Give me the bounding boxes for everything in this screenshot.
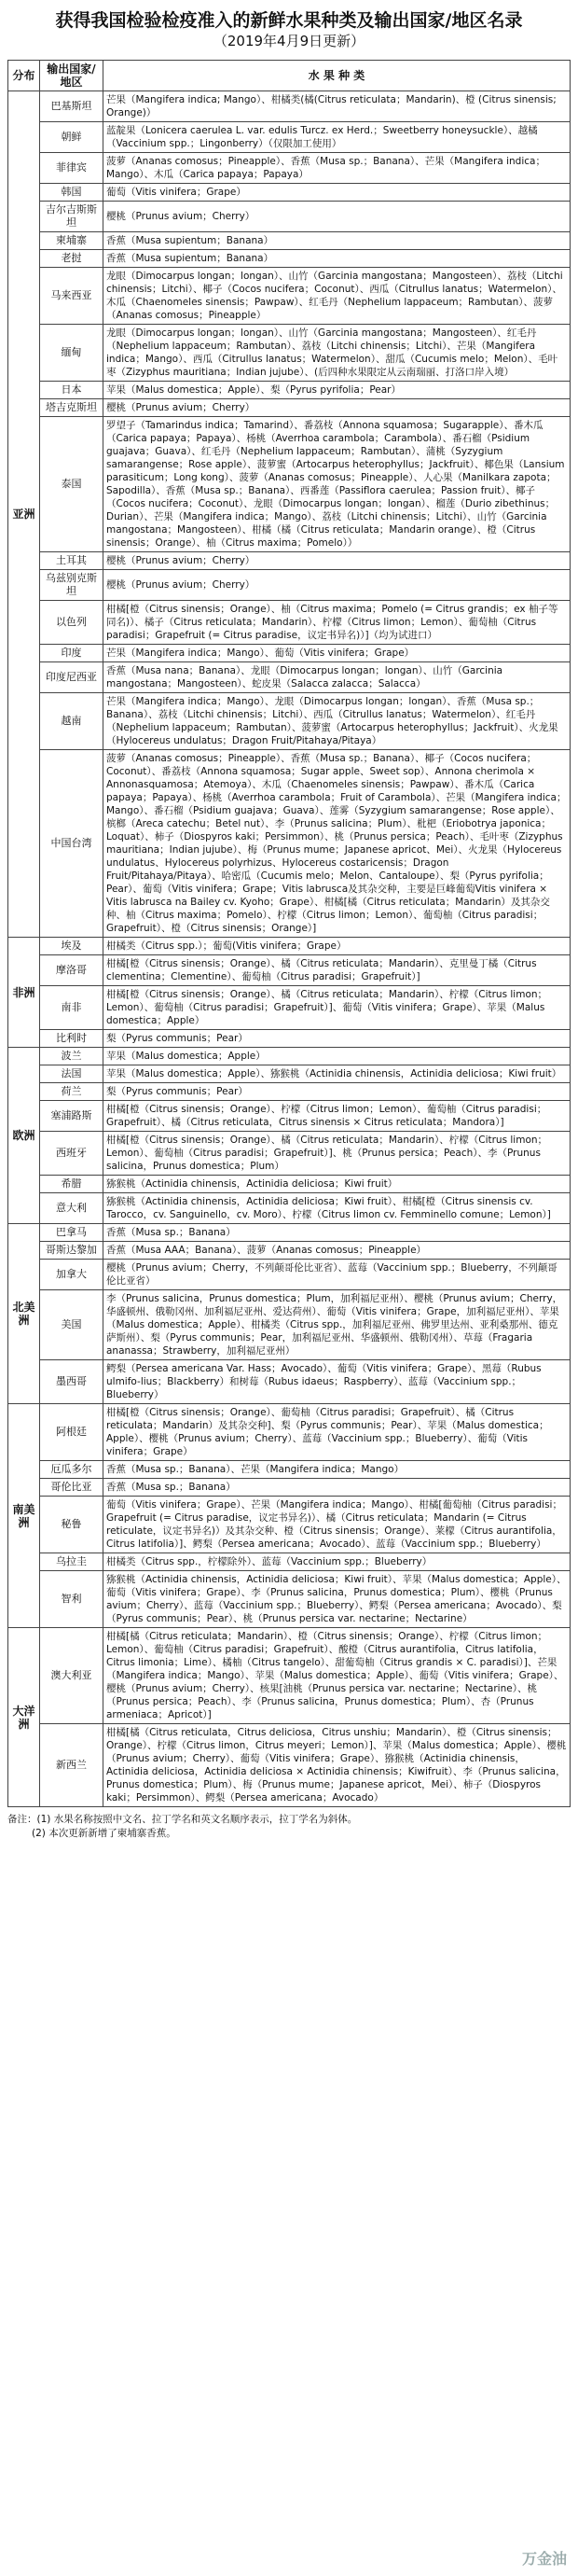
fruits-cell: 猕猴桃（Actinidia chinensis，Actinidia deliciosa；Kiwi fruit）: [103, 1176, 571, 1193]
table-row: [8, 601, 571, 645]
table-row: [8, 202, 571, 232]
country-cell: 比利时: [40, 1030, 103, 1048]
table-row: [8, 1242, 571, 1260]
country-cell: 越南: [40, 693, 103, 750]
country-cell: 加拿大: [40, 1260, 103, 1290]
fruits-cell: 柑橘[橙（Citrus sinensis；Orange）、柚（Citrus maxima；Pomelo (= Citrus grandis；ex 柚子等同名)）、橘子（Citrus reticulata；Mandarin）、柠檬（Citrus limon；Lemon）、葡萄柚（Citrus paradisi；Grapefruit (= Citrus paradise，议定书异名)）]（均为试进口）: [103, 601, 571, 645]
table-row: [8, 645, 571, 662]
fruits-cell: 龙眼（Dimocarpus longan；longan）、山竹（Garcinia mangostana；Mangosteen）、荔枝（Litchi chinensis；Litchi）、椰子（Cocos nucifera；Coconut）、西瓜（Citrullus lanatus；Watermelon）、木瓜（Chaenomeles sinensis；Pawpaw）、红毛丹（Nephelium lappaceum；Rambutan）、菠萝（Ananas comosus；Pineapple）: [103, 268, 571, 325]
fruits-cell: 梨（Pyrus communis；Pear）: [103, 1083, 571, 1101]
fruits-cell: 苹果（Malus domestica；Apple）、猕猴桃（Actinidia chinensis，Actinidia deliciosa；Kiwi fruit）: [103, 1065, 571, 1083]
table-row: [8, 91, 571, 122]
fruits-cell: 樱桃（Prunus avium；Cherry）: [103, 399, 571, 417]
fruits-cell: 苹果（Malus domestica；Apple）: [103, 1048, 571, 1065]
table-row: [8, 693, 571, 750]
table-row: [8, 1290, 571, 1360]
table-row: [8, 382, 571, 399]
fruits-cell: 柑橘类（Citrus spp.，柠檬除外）、蓝莓（Vaccinium spp.；Blueberry）: [103, 1553, 571, 1571]
table-header-row: [8, 61, 571, 91]
table-row: [8, 399, 571, 417]
country-cell: 哥伦比亚: [40, 1479, 103, 1497]
table-row: [8, 1193, 571, 1224]
country-cell: 吉尔吉斯斯坦: [40, 202, 103, 232]
table-row: [8, 1030, 571, 1048]
fruits-cell: 香蕉（Musa supientum；Banana）: [103, 250, 571, 268]
country-cell: 厄瓜多尔: [40, 1461, 103, 1479]
table-row: [8, 1571, 571, 1628]
country-cell: 西班牙: [40, 1132, 103, 1176]
fruits-cell: 柑橘[橙（Citrus sinensis；Orange）、橘（Citrus reticulata；Mandarin）、克里曼丁橘（Citrus clementina；Clementine）、葡萄柚（Citrus paradisi；Grapefruit）]: [103, 955, 571, 986]
fruits-cell: 柑橘[橙（Citrus sinensis；Orange）、葡萄柚（Citrus paradisi；Grapefruit）、橘（Citrus reticulata；Mandarin）及其杂交种]、梨（Pyrus communis；Pear）、苹果（Malus domestica；Apple）、樱桃（Prunus avium；Cherry）、蓝莓（Vaccinium spp.；Blueberry）、葡萄（Vitis vinifera；Grape）: [103, 1404, 571, 1461]
country-cell: 中国台湾: [40, 750, 103, 938]
fruit-table: [7, 60, 571, 1807]
page-subtitle: （2019年4月9日更新）: [213, 33, 365, 49]
notes: [0, 1807, 578, 1841]
region-cell: 南美洲: [8, 1404, 40, 1628]
fruits-cell: 樱桃（Prunus avium；Cherry）: [103, 570, 571, 601]
table-row: [8, 1724, 571, 1807]
country-cell: 埃及: [40, 938, 103, 955]
region-cell: 北美洲: [8, 1224, 40, 1404]
page-title: 获得我国检验检疫准入的新鲜水果种类及输出国家/地区名录: [55, 10, 523, 31]
fruits-cell: 芒果（Mangifera indica；Mango）、葡萄（Vitis vinifera；Grape）: [103, 645, 571, 662]
country-cell: 荷兰: [40, 1083, 103, 1101]
country-cell: 朝鲜: [40, 122, 103, 153]
fruits-cell: 猕猴桃（Actinidia chinensis，Actinidia deliciosa；Kiwi fruit）、苹果（Malus domestica；Apple）、葡萄（Vitis vinifera；Grape）、李（Prunus salicina，Prunus domestica；Plum）、樱桃（Prunus avium；Cherry）、蓝莓（Vaccinium spp.；Blueberry）、鳄梨（Persea americana；Avocado）、梨（Pyrus communis；Pear）、桃（Prunus persica var. nectarine；Nectarine）: [103, 1571, 571, 1628]
table-row: [8, 1101, 571, 1132]
fruits-cell: 柑橘[橘（Citrus reticulata，Citrus deliciosa，Citrus unshiu；Mandarin）、橙（Citrus sinensis；Orange）、柠檬（Citrus limon，Citrus meyeri；Lemon）]、苹果（Malus domestica；Apple）、樱桃（Prunus avium；Cherry）、葡萄（Vitis vinifera；Grape）、猕猴桃（Actinidia chinensis，Actinidia deliciosa，Actinidia deliciosa × Actinidia chinensis；Kiwifruit）、李（Prunus salicina，Prunus domestica；Plum）、梅（Prunus mume；Japanese apricot，Mei）、柿子（Diospyros kaki；Persimmon）、鳄梨（Persea americana；Avocado）: [103, 1724, 571, 1807]
table-row: [8, 1461, 571, 1479]
country-cell: 澳大利亚: [40, 1628, 103, 1724]
fruits-cell: 柑橘[橙（Citrus sinensis；Orange）、柠檬（Citrus limon；Lemon）、葡萄柚（Citrus paradisi；Grapefruit）、橘（Citrus reticulata，Citrus sinensis × Citrus reticulata；Mandora）]: [103, 1101, 571, 1132]
watermark-logo: 万金油: [521, 2550, 567, 2568]
country-cell: 秘鲁: [40, 1497, 103, 1553]
table-row: [8, 1404, 571, 1461]
country-cell: 巴基斯坦: [40, 91, 103, 122]
note-line-1: 备注：(1) 水果名称按照中文名、拉丁学名和英文名顺序表示，拉丁学名为斜体。: [7, 1814, 358, 1825]
country-cell: 乌拉圭: [40, 1553, 103, 1571]
country-cell: 泰国: [40, 417, 103, 552]
fruits-cell: 葡萄（Vitis vinifera；Grape）、芒果（Mangifera indica；Mango）、柑橘[葡萄柚（Citrus paradisi；Grapefruit (= Citrus paradise，议定书异名)）、橘（Citrus reticulata；Mandarin (= Citrus reticulate，议定书异名)）及其杂交种、橙（Citrus sinensis；Orange）、莱檬（Citrus aurantifolia，Citrus latifolia）]、鳄梨（Persea americana；Avocado）、蓝莓（Vaccinium spp.；Blueberry）: [103, 1497, 571, 1553]
table-row: [8, 1176, 571, 1193]
fruits-cell: 香蕉（Musa sp.；Banana）: [103, 1479, 571, 1497]
fruits-cell: 樱桃（Prunus avium；Cherry）: [103, 552, 571, 570]
fruits-cell: 猕猴桃（Actinidia chinensis，Actinidia deliciosa；Kiwi fruit）、柑橘[橙（Citrus sinensis cv. Tarocco，cv. Sanguinello，cv. Moro）、柠檬（Citrus limon cv. Femminello comune；Lemon）]: [103, 1193, 571, 1224]
country-cell: 马来西亚: [40, 268, 103, 325]
country-cell: 土耳其: [40, 552, 103, 570]
country-cell: 印度: [40, 645, 103, 662]
region-cell: 欧洲: [8, 1048, 40, 1224]
country-cell: 韩国: [40, 184, 103, 202]
region-cell: 大洋洲: [8, 1628, 40, 1807]
country-cell: 新西兰: [40, 1724, 103, 1807]
table-row: [8, 955, 571, 986]
fruits-cell: 鳄梨（Persea americana Var. Hass；Avocado）、葡萄（Vitis vinifera；Grape）、黑莓（Rubus ulmifo-lius；Blackberry）和树莓（Rubus idaeus；Raspberry）、蓝莓（Vaccinium spp.；Blueberry）: [103, 1360, 571, 1404]
country-cell: 希腊: [40, 1176, 103, 1193]
header-fruits: 水 果 种 类: [103, 61, 571, 91]
fruits-cell: 李（Prunus salicina，Prunus domestica；Plum，加利福尼亚州）、樱桃（Prunus avium；Cherry，华盛顿州、俄勒冈州、加利福尼亚州、爱达荷州）、葡萄（Vitis vinifera；Grape，加利福尼亚州）、苹果（Malus domestica；Apple）、柑橘类（Citrus spp.，加利福尼亚州、佛罗里达州、亚利桑那州、德克萨斯州）、梨（Pyrus communis；Pear，加利福尼亚州、华盛顿州、俄勒冈州）、草莓（Fragaria ananassa；Strawberry，加利福尼亚州）: [103, 1290, 571, 1360]
table-row: [8, 552, 571, 570]
country-cell: 乌兹别克斯坦: [40, 570, 103, 601]
table-row: [8, 750, 571, 938]
fruits-cell: 香蕉（Musa sp.；Banana）: [103, 1224, 571, 1242]
fruits-cell: 葡萄（Vitis vinifera；Grape）: [103, 184, 571, 202]
region-cell: 亚洲: [8, 91, 40, 938]
fruits-cell: 罗望子（Tamarindus indica；Tamarind）、番荔枝（Annona squamosa；Sugarapple）、番木瓜（Carica papaya；Papaya）、杨桃（Averrhoa carambola；Carambola）、番石榴（Psidium guajava；Guava）、红毛丹（Nephelium lappaceum；Rambutan）、蒲桃（Syzygium samarangense；Rose apple）、菠萝蜜（Artocarpus heterophyllus；Jackfruit）、椰色果（Lansium parasiticum；Long kong）、菠萝（Ananas comosus；Pineapple）、人心果（Manilkara zapota；Sapodilla）、香蕉（Musa sp.；Banana）、西番莲（Passiflora caerulea；Passion fruit）、椰子（Cocos nucifera；Coconut）、龙眼（Dimocarpus longan；longan）、榴莲（Durio zibethinus；Durian）、芒果（Mangifera indica；Mango）、荔枝（Litchi chinensis；Litchi）、山竹（Garcinia mangostana；Mangosteen）、柑橘（橘（Citrus reticulata；Mandarin orange）、橙（Citrus sinensis；Orange）、柚（Citrus maxima；Pomelo））: [103, 417, 571, 552]
country-cell: 巴拿马: [40, 1224, 103, 1242]
country-cell: 塞浦路斯: [40, 1101, 103, 1132]
table-row: [8, 1260, 571, 1290]
table-row: [8, 1479, 571, 1497]
table-row: [8, 570, 571, 601]
table-row: [8, 268, 571, 325]
country-cell: 柬埔寨: [40, 232, 103, 250]
country-cell: 墨西哥: [40, 1360, 103, 1404]
table-row: [8, 938, 571, 955]
table-row: [8, 1628, 571, 1724]
header-country: 输出国家/地区: [40, 61, 103, 91]
table-row: [8, 184, 571, 202]
fruits-cell: 柑橘[橙（Citrus sinensis；Orange）、橘（Citrus reticulata；Mandarin）、柠檬（Citrus limon；Lemon）、葡萄柚（Citrus paradisi；Grapefruit）]、葡萄（Vitis vinifera；Grape）、苹果（Malus domestica；Apple）: [103, 986, 571, 1030]
country-cell: 以色列: [40, 601, 103, 645]
table-row: [8, 1224, 571, 1242]
country-cell: 意大利: [40, 1193, 103, 1224]
fruits-cell: 芒果（Mangifera indica; Mango）、柑橘类(橘(Citrus reticulata；Mandarin)、橙 (Citrus sinensis; Orange)）: [103, 91, 571, 122]
table-row: [8, 250, 571, 268]
country-cell: 波兰: [40, 1048, 103, 1065]
country-cell: 哥斯达黎加: [40, 1242, 103, 1260]
country-cell: 智利: [40, 1571, 103, 1628]
table-row: [8, 662, 571, 693]
table-body: [8, 91, 571, 1807]
country-cell: 老挝: [40, 250, 103, 268]
table-row: [8, 1083, 571, 1101]
fruits-cell: 香蕉（Musa nana；Banana）、龙眼（Dimocarpus longan；longan）、山竹（Garcinia mangostana；Mangosteen）、蛇皮果（Salacca zalacca；Salacca）: [103, 662, 571, 693]
country-cell: 缅甸: [40, 325, 103, 382]
fruits-cell: 柑橘[橙（Citrus sinensis；Orange）、橘（Citrus reticulata；Mandarin）、柠檬（Citrus limon；Lemon）、葡萄柚（Citrus paradisi；Grapefruit）]、桃（Prunus persica；Peach）、李（Prunus salicina，Prunus domestica；Plum）: [103, 1132, 571, 1176]
country-cell: 南非: [40, 986, 103, 1030]
table-row: [8, 1132, 571, 1176]
fruits-cell: 菠萝（Ananas comosus；Pineapple）、香蕉（Musa sp.；Banana）、椰子（Cocos nucifera；Coconut）、番荔枝（Annona squamosa；Sugar apple、Sweet sop）、Annona cherimola × Annonasquamosa；Atemoya）、木瓜（Chaenomeles sinensis；Pawpaw）、番木瓜（Carica papaya；Papaya）、杨桃（Averrhoa carambola；Fruit of Carambola）、芒果（Mangifera indica；Mango）、番石榴（Psidium guajava；Guava）、莲雾（Syzygium samarangense；Rose apple）、槟榔（Areca catechu；Betel nut）、李（Prunus salicina；Plum）、枇杷（Eriobotrya japonica；Loquat）、柿子（Diospyros kaki；Persimmon）、桃（Prunus persica；Peach）、毛叶枣（Zizyphus mauritiana；Indian jujube）、梅（Prunus mume；Japanese apricot、Mei）、火龙果（Hylocereus undulatus、Hylocereus polyrhizus、Hylocereus costaricensis；Dragon Fruit/Pitahaya/Pitaya）、哈密瓜（Cucumis melo；Melon、Cantaloupe）、梨（Pyrus pyrifolia；Pear）、葡萄（Vitis vinifera；Grape；Vitis labrusca及其杂交种，主要是巨峰葡萄Vitis vinifera × Vitis labrusca na Bailey cv. Kyoho；Grape）、柑橘[橘（Citrus reticulata；Mandarin）及其杂交种、柚（Citrus maxima；Pomelo）、柠檬（Citrus limon；Lemon）、葡萄柚（Citrus paradisi；Grapefruit）、橙（Citrus sinensis；Orange）]: [103, 750, 571, 938]
fruits-cell: 菠萝（Ananas comosus；Pineapple）、香蕉（Musa sp.；Banana）、芒果（Mangifera indica；Mango）、木瓜（Carica papaya；Papaya）: [103, 153, 571, 184]
table-row: [8, 1497, 571, 1553]
note-line-2: (2) 本次更新新增了柬埔寨香蕉。: [32, 1828, 176, 1839]
fruits-cell: 柑橘[橘（Citrus reticulata；Mandarin）、橙（Citrus sinensis；Orange）、柠檬（Citrus limon；Lemon）、葡萄柚（Citrus paradisi；Grapefruit）、酸橙（Citrus aurantifolia，Citrus latifolia，Citrus limonia；Lime）、橘柚（Citrus tangelo）、甜葡萄柚（Citrus grandis × C. paradisi）]、芒果（Mangifera indica；Mango）、苹果（Malus domestica；Apple）、葡萄（Vitis vinifera；Grape）、樱桃（Prunus avium；Cherry）、核果[油桃（Prunus persica var. nectarine；Nectarine）、桃（Prunus persica；Peach）、李（Prunus salicina，Prunus domestica；Plum）、杏（Prunus armeniaca；Apricot）]: [103, 1628, 571, 1724]
country-cell: 菲律宾: [40, 153, 103, 184]
table-row: [8, 1065, 571, 1083]
table-row: [8, 986, 571, 1030]
country-cell: 日本: [40, 382, 103, 399]
table-row: [8, 232, 571, 250]
table-row: [8, 1553, 571, 1571]
fruits-cell: 樱桃（Prunus avium；Cherry）: [103, 202, 571, 232]
table-row: [8, 153, 571, 184]
fruits-cell: 龙眼（Dimocarpus longan；longan）、山竹（Garcinia mangostana；Mangosteen）、红毛丹（Nephelium lappaceum；Rambutan）、荔枝（Litchi chinensis；Litchi）、芒果（Mangifera indica；Mango）、西瓜（Citrullus lanatus；Watermelon）、甜瓜（Cucumis melo；Melon）、毛叶枣（Zizyphus mauritiana；Indian jujube）、(后四种水果限定从云南瑞丽、打洛口岸入境）: [103, 325, 571, 382]
fruits-cell: 梨（Pyrus communis；Pear）: [103, 1030, 571, 1048]
header-region: 分布: [8, 61, 40, 91]
fruits-cell: 香蕉（Musa sp.；Banana）、芒果（Mangifera indica；Mango）: [103, 1461, 571, 1479]
fruits-cell: 芒果（Mangifera indica；Mango）、龙眼（Dimocarpus longan；longan）、香蕉（Musa sp.；Banana）、荔枝（Litchi chinensis；Litchi）、西瓜（Citrullus lanatus；Watermelon）、红毛丹（Nephelium lappaceum；Rambutan）、菠萝蜜（Artocarpus heterophyllus；Jackfruit）、火龙果（Hylocereus undulatus；Dragon Fruit/Pitahaya/Pitaya）: [103, 693, 571, 750]
country-cell: 美国: [40, 1290, 103, 1360]
country-cell: 摩洛哥: [40, 955, 103, 986]
fruits-cell: 香蕉（Musa AAA；Banana）、菠萝（Ananas comosus；Pineapple）: [103, 1242, 571, 1260]
country-cell: 印度尼西亚: [40, 662, 103, 693]
country-cell: 塔吉克斯坦: [40, 399, 103, 417]
fruits-cell: 樱桃（Prunus avium；Cherry，不列颠哥伦比亚省）、蓝莓（Vaccinium spp.；Blueberry，不列颠哥伦比亚省）: [103, 1260, 571, 1290]
fruits-cell: 柑橘类（Citrus spp.）；葡萄(Vitis vinifera；Grape）: [103, 938, 571, 955]
table-row: [8, 1048, 571, 1065]
fruits-cell: 香蕉（Musa supientum；Banana）: [103, 232, 571, 250]
country-cell: 法国: [40, 1065, 103, 1083]
table-row: [8, 122, 571, 153]
table-row: [8, 417, 571, 552]
country-cell: 阿根廷: [40, 1404, 103, 1461]
table-row: [8, 325, 571, 382]
table-row: [8, 1360, 571, 1404]
fruits-cell: 蓝靛果（Lonicera caerulea L. var. edulis Turcz. ex Herd.；Sweetberry honeysuckle）、越橘（Vaccinium spp.；Lingonberry）（仅限加工使用）: [103, 122, 571, 153]
fruits-cell: 苹果（Malus domestica；Apple）、梨（Pyrus pyrifolia；Pear）: [103, 382, 571, 399]
region-cell: 非洲: [8, 938, 40, 1048]
